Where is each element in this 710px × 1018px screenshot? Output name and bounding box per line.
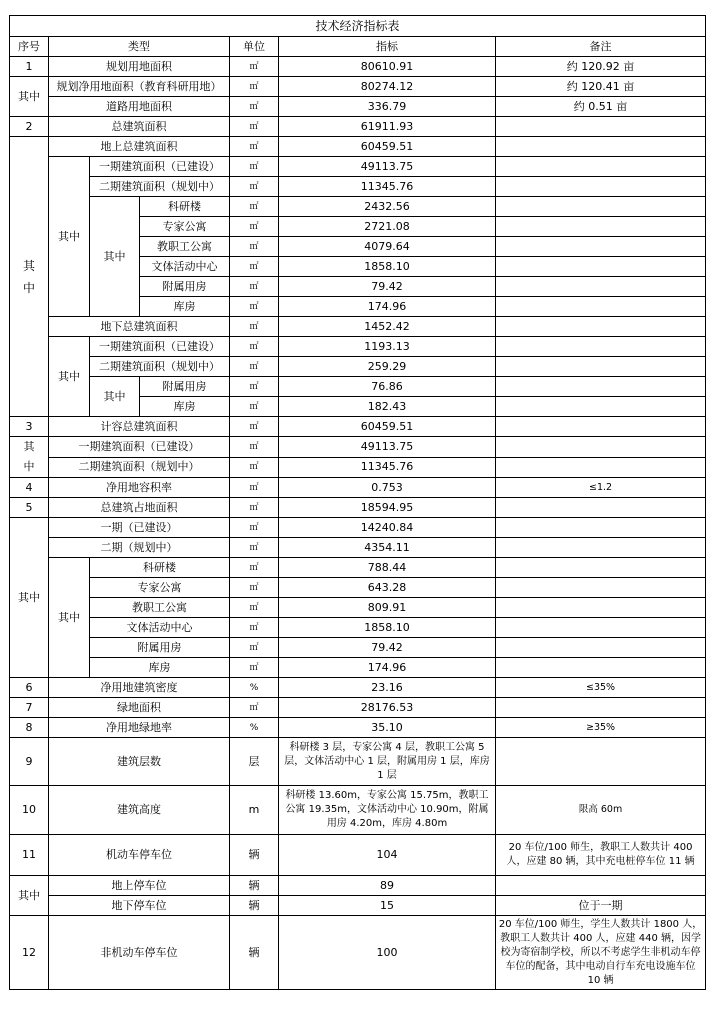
note-cell: 20 车位/100 师生，教职工人数共计 400 人，应建 80 辆，其中充电桩停车位 11 辆 <box>496 835 706 876</box>
table-row <box>10 197 706 217</box>
header-value: 指标 <box>279 37 496 57</box>
header-seq: 序号 <box>10 37 49 57</box>
group-label: 其中 <box>49 558 90 678</box>
value-cell: 0.753 <box>279 478 496 498</box>
value-cell: 788.44 <box>279 558 496 578</box>
unit-cell: ㎡ <box>230 457 279 478</box>
note-cell: 限高 60m <box>496 786 706 835</box>
unit-cell: ㎡ <box>230 97 279 117</box>
unit-cell: 辆 <box>230 835 279 876</box>
group-label: 其中 <box>10 518 49 678</box>
table-row <box>10 157 706 177</box>
unit-cell: ㎡ <box>230 157 279 177</box>
unit-cell: ㎡ <box>230 297 279 317</box>
value-cell: 4079.64 <box>279 237 496 257</box>
type-cell: 地上总建筑面积 <box>49 137 230 157</box>
unit-cell: ㎡ <box>230 377 279 397</box>
unit-cell: ㎡ <box>230 437 279 458</box>
value-cell: 14240.84 <box>279 518 496 538</box>
unit-cell: ㎡ <box>230 177 279 197</box>
table-row <box>10 598 706 618</box>
note-cell: 位于一期 <box>496 896 706 916</box>
note-cell <box>496 538 706 558</box>
table-row <box>10 618 706 638</box>
value-cell: 1193.13 <box>279 337 496 357</box>
value-cell: 76.86 <box>279 377 496 397</box>
note-cell <box>496 137 706 157</box>
unit-cell: ㎡ <box>230 57 279 77</box>
note-cell <box>496 277 706 297</box>
type-cell: 附属用房 <box>140 277 230 297</box>
value-cell: 336.79 <box>279 97 496 117</box>
note-cell <box>496 357 706 377</box>
unit-cell: ㎡ <box>230 257 279 277</box>
type-cell: 非机动车停车位 <box>49 916 230 990</box>
table-row <box>10 317 706 337</box>
table-row <box>10 698 706 718</box>
note-cell <box>496 237 706 257</box>
group-label: 其中 <box>49 157 90 317</box>
seq-cell: 6 <box>10 678 49 698</box>
note-cell <box>496 337 706 357</box>
value-cell: 49113.75 <box>279 437 496 458</box>
table-row <box>10 896 706 916</box>
value-cell: 79.42 <box>279 277 496 297</box>
value-cell: 28176.53 <box>279 698 496 718</box>
note-cell <box>496 317 706 337</box>
value-cell: 182.43 <box>279 397 496 417</box>
unit-cell: ㎡ <box>230 357 279 377</box>
type-cell: 建筑层数 <box>49 738 230 786</box>
table-row <box>10 457 706 478</box>
value-cell: 科研楼 13.60m，专家公寓 15.75m，教职工公寓 19.35m，文体活动中心 10.90m，附属用房 4.20m，库房 4.80m <box>279 786 496 835</box>
value-cell: 18594.95 <box>279 498 496 518</box>
unit-cell: 辆 <box>230 916 279 990</box>
unit-cell: ㎡ <box>230 117 279 137</box>
type-cell: 净用地容积率 <box>49 478 230 498</box>
type-cell: 一期（已建设） <box>49 518 230 538</box>
type-cell: 库房 <box>140 297 230 317</box>
header-note: 备注 <box>496 37 706 57</box>
type-cell: 库房 <box>90 658 230 678</box>
group-label: 其中 <box>90 377 140 417</box>
table-row <box>10 357 706 377</box>
type-cell: 计容总建筑面积 <box>49 417 230 437</box>
unit-cell: ㎡ <box>230 337 279 357</box>
value-cell: 35.10 <box>279 718 496 738</box>
value-cell: 11345.76 <box>279 457 496 478</box>
seq-cell: 11 <box>10 835 49 876</box>
type-cell: 机动车停车位 <box>49 835 230 876</box>
table-row <box>10 518 706 538</box>
seq-cell: 5 <box>10 498 49 518</box>
table-row <box>10 498 706 518</box>
tech-econ-table <box>9 15 706 990</box>
note-cell <box>496 698 706 718</box>
table-title: 技术经济指标表 <box>10 16 706 37</box>
value-cell: 60459.51 <box>279 417 496 437</box>
table-row <box>10 876 706 896</box>
unit-cell: ㎡ <box>230 558 279 578</box>
unit-cell: ㎡ <box>230 217 279 237</box>
value-cell: 4354.11 <box>279 538 496 558</box>
type-cell: 净用地绿地率 <box>49 718 230 738</box>
value-cell: 80610.91 <box>279 57 496 77</box>
type-cell: 一期建筑面积（已建设） <box>90 157 230 177</box>
unit-cell: ㎡ <box>230 137 279 157</box>
unit-cell: ㎡ <box>230 237 279 257</box>
table-row <box>10 77 706 97</box>
unit-cell: ㎡ <box>230 598 279 618</box>
seq-cell: 3 <box>10 417 49 437</box>
note-cell: ≤1.2 <box>496 478 706 498</box>
note-cell <box>496 618 706 638</box>
unit-cell: ㎡ <box>230 538 279 558</box>
table-row <box>10 97 706 117</box>
value-cell: 15 <box>279 896 496 916</box>
type-cell: 地下总建筑面积 <box>49 317 230 337</box>
group-label: 其 中 <box>10 137 49 417</box>
type-cell: 规划净用地面积（教育科研用地） <box>49 77 230 97</box>
type-cell: 二期建筑面积（规划中） <box>49 457 230 478</box>
type-cell: 二期建筑面积（规划中） <box>90 357 230 377</box>
table-row <box>10 678 706 698</box>
type-cell: 绿地面积 <box>49 698 230 718</box>
note-cell <box>496 397 706 417</box>
value-cell: 49113.75 <box>279 157 496 177</box>
value-cell: 1452.42 <box>279 317 496 337</box>
note-cell <box>496 658 706 678</box>
seq-cell: 4 <box>10 478 49 498</box>
table-title-row <box>10 16 706 37</box>
seq-cell: 7 <box>10 698 49 718</box>
type-cell: 道路用地面积 <box>49 97 230 117</box>
type-cell: 教职工公寓 <box>90 598 230 618</box>
type-cell: 地上停车位 <box>49 876 230 896</box>
unit-cell: ㎡ <box>230 417 279 437</box>
note-cell: ≥35% <box>496 718 706 738</box>
value-cell: 1858.10 <box>279 618 496 638</box>
table-row <box>10 658 706 678</box>
table-row <box>10 738 706 786</box>
note-cell: 约 0.51 亩 <box>496 97 706 117</box>
group-label: 其中 <box>10 77 49 117</box>
unit-cell: ㎡ <box>230 317 279 337</box>
header-row <box>10 37 706 57</box>
note-cell <box>496 518 706 538</box>
value-cell: 2432.56 <box>279 197 496 217</box>
table-row <box>10 718 706 738</box>
seq-cell: 10 <box>10 786 49 835</box>
type-cell: 文体活动中心 <box>140 257 230 277</box>
note-cell <box>496 578 706 598</box>
table-row <box>10 377 706 397</box>
note-cell <box>496 498 706 518</box>
unit-cell: ㎡ <box>230 197 279 217</box>
header-type: 类型 <box>49 37 230 57</box>
unit-cell: 层 <box>230 738 279 786</box>
note-cell: 20 车位/100 师生，学生人数共计 1800 人，教职工人数共计 400 人，应建 440 辆，因学校为寄宿制学校，所以不考虑学生非机动车停车位的配备，其中电动自行车充电设施车位 10 辆 <box>496 916 706 990</box>
group-label: 其 中 <box>10 437 49 478</box>
table-row <box>10 337 706 357</box>
unit-cell: ㎡ <box>230 277 279 297</box>
value-cell: 23.16 <box>279 678 496 698</box>
note-cell <box>496 638 706 658</box>
type-cell: 净用地建筑密度 <box>49 678 230 698</box>
value-cell: 89 <box>279 876 496 896</box>
seq-cell: 9 <box>10 738 49 786</box>
note-cell <box>496 417 706 437</box>
value-cell: 100 <box>279 916 496 990</box>
note-cell <box>496 558 706 578</box>
unit-cell: % <box>230 718 279 738</box>
type-cell: 规划用地面积 <box>49 57 230 77</box>
type-cell: 附属用房 <box>90 638 230 658</box>
type-cell: 二期建筑面积（规划中） <box>90 177 230 197</box>
unit-cell: ㎡ <box>230 638 279 658</box>
note-cell <box>496 876 706 896</box>
type-cell: 专家公寓 <box>90 578 230 598</box>
type-cell: 建筑高度 <box>49 786 230 835</box>
table-row <box>10 558 706 578</box>
group-label: 其中 <box>10 876 49 916</box>
table-row <box>10 478 706 498</box>
type-cell: 地下停车位 <box>49 896 230 916</box>
note-cell: ≤35% <box>496 678 706 698</box>
value-cell: 259.29 <box>279 357 496 377</box>
type-cell: 总建筑面积 <box>49 117 230 137</box>
unit-cell: ㎡ <box>230 658 279 678</box>
table-row <box>10 437 706 458</box>
unit-cell: 辆 <box>230 896 279 916</box>
unit-cell: ㎡ <box>230 478 279 498</box>
value-cell: 643.28 <box>279 578 496 598</box>
seq-cell: 1 <box>10 57 49 77</box>
unit-cell: m <box>230 786 279 835</box>
type-cell: 教职工公寓 <box>140 237 230 257</box>
note-cell: 约 120.41 亩 <box>496 77 706 97</box>
value-cell: 174.96 <box>279 297 496 317</box>
type-cell: 库房 <box>140 397 230 417</box>
unit-cell: ㎡ <box>230 498 279 518</box>
type-cell: 科研楼 <box>90 558 230 578</box>
note-cell <box>496 598 706 618</box>
type-cell: 一期建筑面积（已建设） <box>49 437 230 458</box>
group-label: 其中 <box>90 197 140 317</box>
table-row <box>10 786 706 835</box>
note-cell <box>496 197 706 217</box>
value-cell: 61911.93 <box>279 117 496 137</box>
value-cell: 104 <box>279 835 496 876</box>
unit-cell: ㎡ <box>230 397 279 417</box>
value-cell: 79.42 <box>279 638 496 658</box>
table-row <box>10 638 706 658</box>
note-cell <box>496 377 706 397</box>
value-cell: 60459.51 <box>279 137 496 157</box>
type-cell: 二期（规划中） <box>49 538 230 558</box>
unit-cell: % <box>230 678 279 698</box>
unit-cell: ㎡ <box>230 618 279 638</box>
note-cell: 约 120.92 亩 <box>496 57 706 77</box>
unit-cell: ㎡ <box>230 698 279 718</box>
table-row <box>10 578 706 598</box>
type-cell: 科研楼 <box>140 197 230 217</box>
value-cell: 809.91 <box>279 598 496 618</box>
note-cell <box>496 177 706 197</box>
value-cell: 科研楼 3 层，专家公寓 4 层，教职工公寓 5 层，文体活动中心 1 层，附属用房 1 层，库房 1 层 <box>279 738 496 786</box>
note-cell <box>496 257 706 277</box>
table-row <box>10 835 706 876</box>
type-cell: 总建筑占地面积 <box>49 498 230 518</box>
seq-cell: 8 <box>10 718 49 738</box>
value-cell: 2721.08 <box>279 217 496 237</box>
table-row <box>10 417 706 437</box>
group-label: 其中 <box>49 337 90 417</box>
unit-cell: ㎡ <box>230 77 279 97</box>
note-cell <box>496 297 706 317</box>
note-cell <box>496 157 706 177</box>
table-row <box>10 117 706 137</box>
header-unit: 单位 <box>230 37 279 57</box>
value-cell: 1858.10 <box>279 257 496 277</box>
note-cell <box>496 117 706 137</box>
note-cell <box>496 217 706 237</box>
table-row <box>10 538 706 558</box>
unit-cell: ㎡ <box>230 578 279 598</box>
type-cell: 一期建筑面积（已建设） <box>90 337 230 357</box>
value-cell: 174.96 <box>279 658 496 678</box>
note-cell <box>496 457 706 478</box>
seq-cell: 2 <box>10 117 49 137</box>
table-row <box>10 57 706 77</box>
note-cell <box>496 437 706 458</box>
type-cell: 附属用房 <box>140 377 230 397</box>
value-cell: 80274.12 <box>279 77 496 97</box>
unit-cell: 辆 <box>230 876 279 896</box>
value-cell: 11345.76 <box>279 177 496 197</box>
unit-cell: ㎡ <box>230 518 279 538</box>
table-row <box>10 916 706 990</box>
note-cell <box>496 738 706 786</box>
type-cell: 专家公寓 <box>140 217 230 237</box>
table-row <box>10 177 706 197</box>
type-cell: 文体活动中心 <box>90 618 230 638</box>
seq-cell: 12 <box>10 916 49 990</box>
table-row <box>10 137 706 157</box>
